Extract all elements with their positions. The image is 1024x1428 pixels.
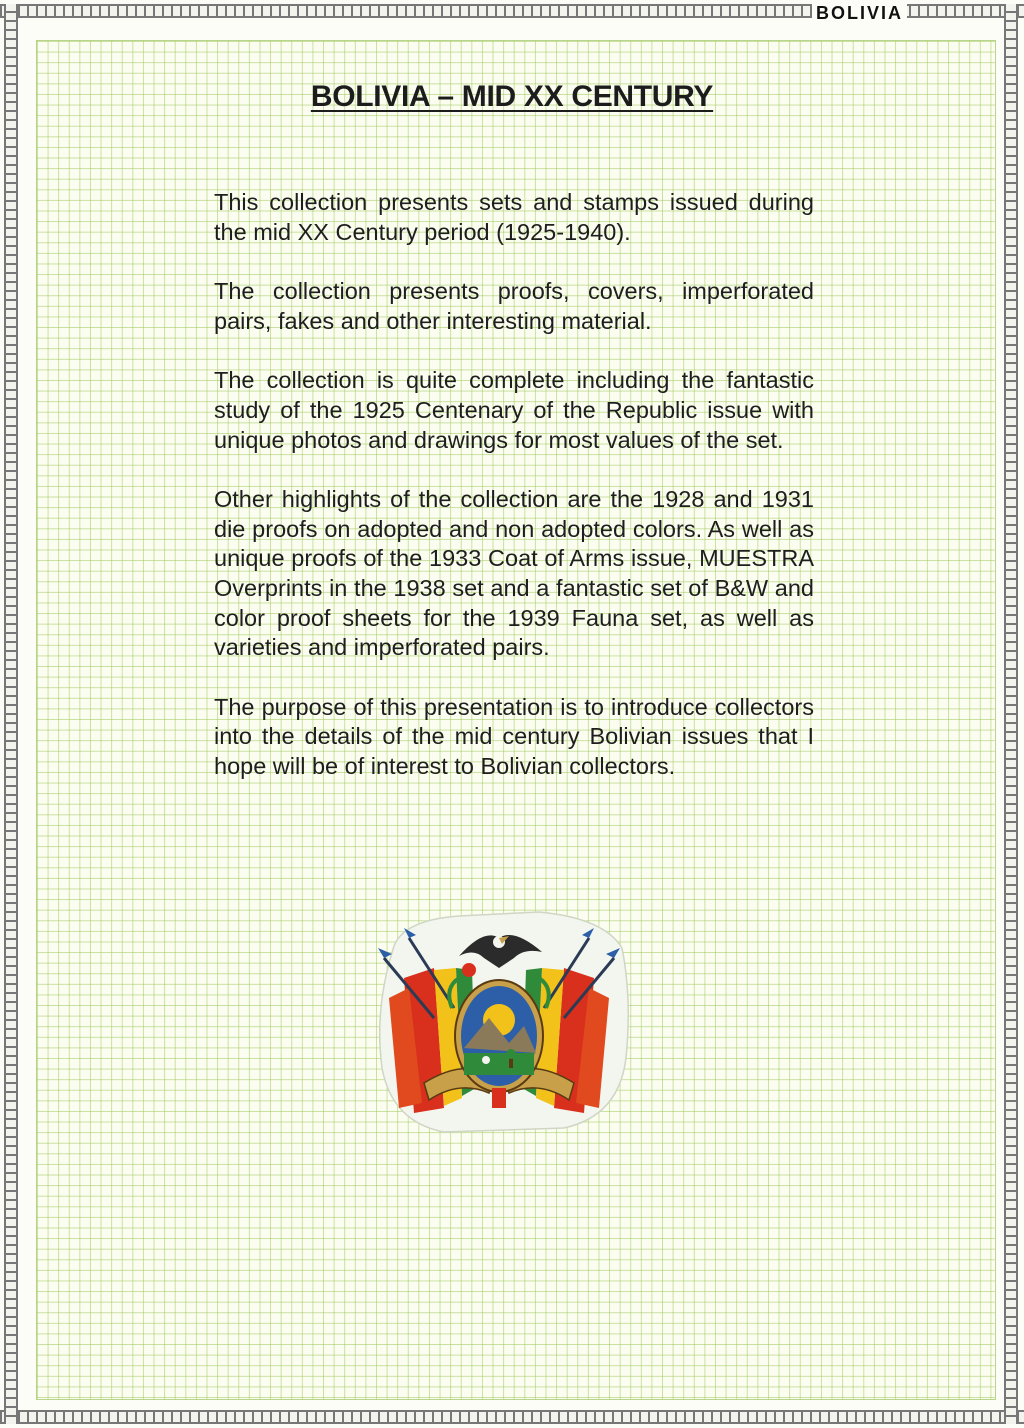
bottom-border [0, 1410, 1024, 1424]
left-border [4, 4, 18, 1424]
paragraph-highlights: Other highlights of the collection are the 1928 and 1931 die proofs on adopted and non adopted colors. As well as unique proofs of the 1933 Coat of Arms issue, MUESTRA Overprints in the 1938 set and a fantastic set of B&W and color proof sheets for the 1939 Fauna set, as well as varieties and imperforated pairs. [214, 486, 814, 661]
right-border [1004, 4, 1018, 1424]
paragraph-purpose: The purpose of this presentation is to introduce collectors into the details of the mid century Bolivian issues that I hope will be of interest to Bolivian collectors. [214, 693, 814, 779]
paragraph-intro: This collection presents sets and stamps issued during the mid XX Century period (1925-1940). [214, 189, 814, 245]
paragraph-material: The collection presents proofs, covers, imperforated pairs, fakes and other interesting material. [214, 278, 814, 334]
coat-of-arms-icon [364, 908, 634, 1134]
page-title: BOLIVIA – MID XX CENTURY [310, 80, 714, 113]
paragraph-completeness: The collection is quite complete including the fantastic study of the 1925 Centenary of the Republic issue with unique photos and drawings for most values of the set. [214, 367, 814, 453]
country-label: BOLIVIA [812, 2, 907, 22]
description-text [214, 188, 814, 812]
